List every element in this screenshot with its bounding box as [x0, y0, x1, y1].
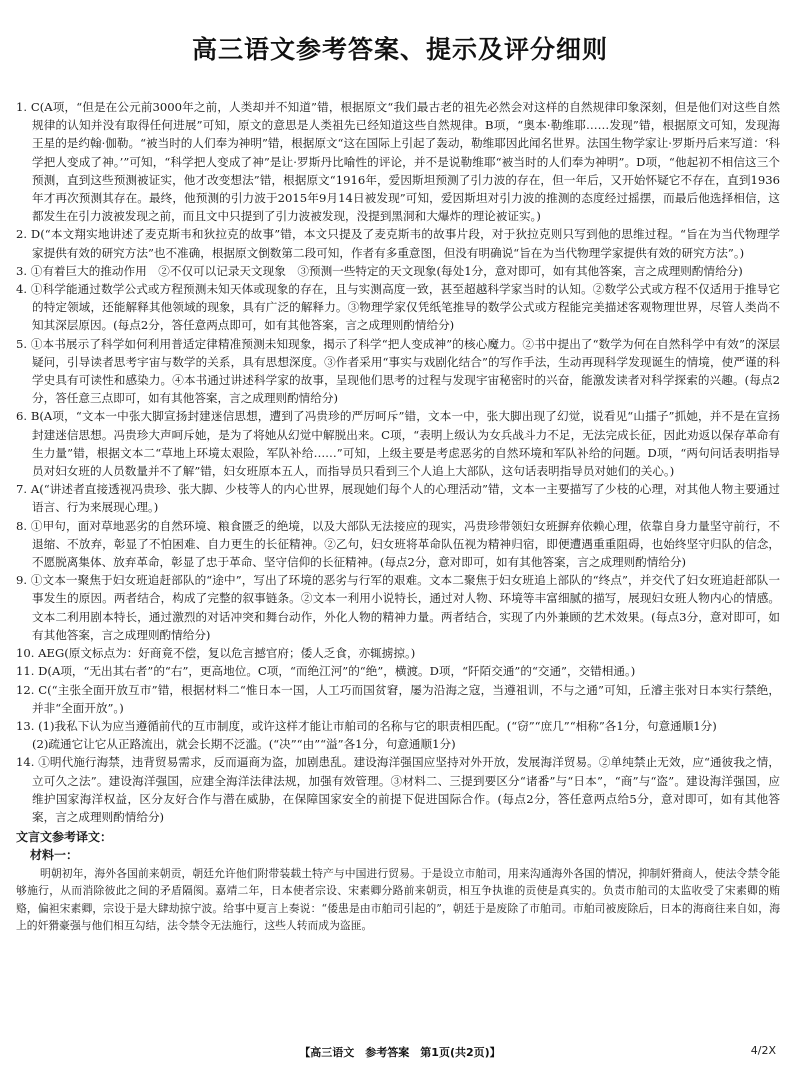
page-footer: 【高三语文 参考答案 第1页(共2页)】 — [299, 1046, 501, 1059]
answer-item-8: 8. ①甲句，面对草地恶劣的自然环境、粮食匮乏的绝境，以及大部队无法接应的现实，冯贵珍带领妇女班摒弃依赖心理，依靠自身力量坚守前行，不退缩、不放弃，彰显了不怕困难、自力更生的长征精神。②乙句，妇女班将革命队伍视为精神归宿，即便遭遇重重阻碍，也始终坚守归队的信念，不愿脱离集体、放弃革命，彰显了忠于革命、坚守信仰的长征精神。(每点2分，意对即可，如有其他答案，言之成理则酌情给分) — [16, 518, 780, 570]
answer-item-5: 5. ①本书展示了科学如何利用普适定律精准预测未知现象，揭示了科学“把人变成神”的核心魔力。②书中提出了“数学为何在自然科学中有效”的深层疑问，引导读者思考宇宙与数学的关系，具有思想深度。③作者采用“事实与戏剧化结合”的写作手法，生动再现科学发现诞生的情境，使严谨的科学史具有可读性和感染力。④本书通过讲述科学家的故事，呈现他们思考的过程与发现宇宙秘密时的兴奋，能激发读者对科学探索的兴趣。(每点2分，答任意三点即可，如有其他答案，言之成理则酌情给分) — [16, 336, 780, 406]
answer-item-14: 14. ①明代施行海禁，违背贸易需求，反而逼商为盗，加剧患乱。建设海洋强国应坚持对外开放，发展海洋贸易。②单纯禁止无效，应“通彼我之情，立可久之法”。建设海洋强国，应建全海洋法律法规，加强有效管理。③材料二、三提到要区分“诸番”与“日本”，“商”与“盗”。建设海洋强国，应维护国家海洋权益，区分友好合作与潜在威胁，在保障国家安全的前提下促进国际合作。(每点2分，答任意两点给5分，意对即可，如有其他答案，言之成理则酌情给分) — [16, 755, 780, 824]
answer-item-1: 1. C(A项，“但是在公元前3000年之前，人类却并不知道”错，根据原文“我们最古老的祖先必然会对这样的自然规律印象深刻，但是他们对这些自然规律的认知并没有取得任何进展”可知，原文的意思是人类祖先已经知道这些自然规律。B项，“奥本·勒维耶……发现”错，根据原文可知，发现海王星的是约翰·伽勒。“被当时的人们奉为神明”错，根据原文“这在国际上引起了轰动，勒维耶因此闻名世界。法国生物学家让·罗斯丹后来写道：‘科学把人变成了神。’”可知，“科学把人变成了神”是让·罗斯丹比喻性的评论，并不是说勒维耶“被当时的人们奉为神明”。D项，“他起初不相信这三个预测，直到这些预测被证实，他才改变想法”错，根据原文“1916年，爱因斯坦预测了引力波的存在，但一年后，又开始怀疑它不存在，直到1936年才再次预测其存在。最终，他预测的引力波于2015年9月14日被发现”可知，爱因斯坦对引力波的推测的态度经过摇摆，而最后他选择相信，这都发生在引力波被发现之前，而且文中只提到了引力波被发现，没提到黑洞和大爆炸的理论被证实。) — [16, 100, 780, 224]
answer-item-7: 7. A(“讲述者直接透视冯贵珍、张大脚、少枝等人的内心世界，展现她们每个人的心理活动”错，文本一主要描写了少枝的心理，对其他人物主要通过语言、行为来展现心理。) — [16, 482, 780, 515]
answer-item-13-part-2: (2)疏通它让它从正路流出，就会长期不泛滥。(“决”“由”“溢”各1分，句意通顺1分) — [32, 737, 456, 752]
translation-section-title: 文言文参考译文： — [16, 830, 113, 845]
answer-item-9: 9. ①文本一聚焦于妇女班追赶部队的“途中”，写出了环境的恶劣与行军的艰难。文本二聚焦于妇女班追上部队的“终点”，并交代了妇女班追赶部队一事发生的原因。两者结合，构成了完整的叙事链条。②文本一利用小说特长，通过对人物、环境等丰富细腻的描写，展现妇女班人物内心的情感。文本二利用剧本特长，通过激烈的对话冲突和舞台动作，外化人物的精神力量。两者结合，实现了内外兼顾的艺术效果。(每点3分，意对即可，如有其他答案，言之成理则酌情给分) — [16, 573, 780, 642]
answer-item-10: 10. AEG(原文标点为：好商竟不偿，复以危言撼官府；倭人乏食，亦辄掳掠。) — [16, 646, 416, 661]
answer-item-6: 6. B(A项，“文本一中张大脚宣扬封建迷信思想，遭到了冯贵珍的严厉呵斥”错，文本一中，张大脚出现了幻觉，说看见“山擂子”抓她，并不是在宣扬封建迷信思想。冯贵珍大声呵斥她，是为了将她从幻觉中解脱出来。C项，“表明上级认为女兵战斗力不足，无法完成长征，因此劝返以保存革命有生力量”错，根据文本二“草地上环境太艰险，军队补给……”可知，上级主要是考虑恶劣的自然环境和军队补给的问题。D项，“两句问话表明指导员对妇女班的人员数量并不了解”错，妇女班原本五人，而指导员只看到三个人追上大部队，这句话表明指导员对她们的关心。) — [16, 409, 780, 479]
answer-item-4: 4. ①科学能通过数学公式或方程预测未知天体或现象的存在，且与实测高度一致，甚至超越科学家当时的认知。②数学公式或方程不仅适用于推导它的特定领域，还能解释其他领域的现象，具有广泛的解释力。③物理学家仅凭纸笔推导的数学公式或方程能完美描述客观物理世界，尽管人类尚不知其深层原因。(每点2分，答任意两点即可，如有其他答案，言之成理则酌情给分) — [16, 282, 780, 333]
page-code: 4/2X — [750, 1044, 776, 1057]
answer-item-12: 12. C(“主张全面开放互市”错，根据材料二“惟日本一国，人工巧而国贫窘，屡为沿海之寇，当遵祖训，不与之通”可知，丘濬主张对日本实行禁绝，并非“全面开放”。) — [16, 682, 780, 715]
page-title: 高三语文参考答案、提示及评分细则 — [191, 35, 608, 64]
material-one-title: 材料一： — [30, 848, 79, 863]
answer-item-11: 11. D(A项，“无出其右者”的“右”，更高地位。C项，“而绝江河”的“绝”，横渡。D项，“阡陌交通”的“交通”，交错相通。) — [16, 664, 636, 679]
answers-body — [16, 98, 780, 935]
answer-item-2: 2. D(“本文翔实地讲述了麦克斯韦和狄拉克的故事”错，本文只提及了麦克斯韦的故事片段，对于狄拉克则只写到他的思维过程。“旨在为当代物理学家提供有效的研究方法”也不准确，根据原文倒数第二段可知，作者有多重意图，但没有明确说“旨在为当代物理学家提供有效的研究方法”。) — [16, 227, 780, 260]
answer-item-13-part-1: 13. (1)我私下认为应当遵循前代的互市制度，或许这样才能让市舶司的名称与它的职责相匹配。(“窃”“庶几”“相称”各1分，句意通顺1分) — [16, 718, 717, 733]
material-one-translation: 明朝初年，海外各国前来朝贡，朝廷允许他们附带装载土特产与中国进行贸易。于是设立市舶司，用来沟通海外各国的情况，抑制奸猾商人，使法令禁令能够施行，从而消除彼此之间的矛盾隔阂。嘉靖二年，日本使者宗设、宋素卿分路前来朝贡，相互争执谁的贡使是真实的。负责市舶司的太监收受了宋素卿的贿赂，偏袒宋素卿，宗设于是大肆劫掠宁波。给事中夏言上奏说：“倭患是由市舶司引起的”，朝廷于是废除了市舶司。市舶司被废除后，日本的海商往来自如，海上的奸猾豪强与他们相互勾结，法令禁令无法施行，这些人转而成为盗匪。 — [16, 866, 780, 933]
answer-item-3: 3. ①有着巨大的推动作用 ②不仅可以记录天文现象 ③预测一些特定的天文现象(每处1分，意对即可，如有其他答案，言之成理则酌情给分) — [16, 263, 743, 278]
